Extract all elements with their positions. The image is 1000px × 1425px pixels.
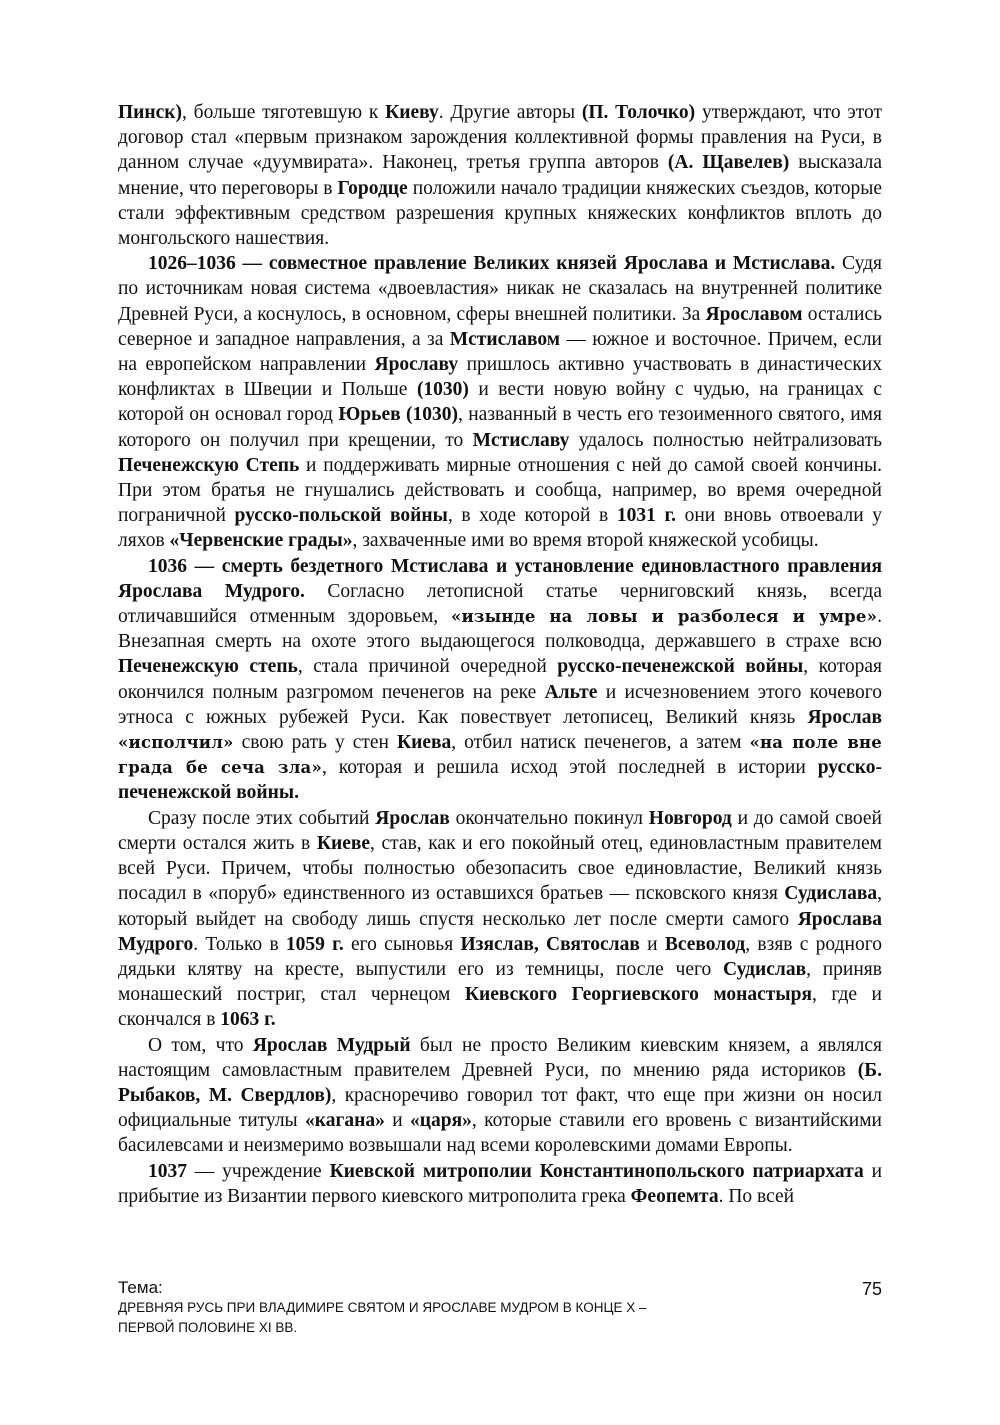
text-run: утверждают, что этот договор стал «первым признаком зарождения коллективной формы правления на Руси, в данном случае «дуумвирата». Наконец, третья группа авторов xyxy=(118,102,882,174)
text-run: и вести новую войну с чудью, на границах с которой он основал город xyxy=(118,379,882,426)
text-run: . Внезапная смерть на охоте этого выдающегося полководца, державшего в страхе всю xyxy=(118,606,882,653)
bold-text: Феопемта xyxy=(630,1185,719,1207)
text-run: , названный в честь его тезоименного святого, имя которого он получил при крещении, то xyxy=(118,404,882,451)
bold-text: Ярослава Мудрого xyxy=(118,908,882,955)
text-run: , в ходе которой в xyxy=(447,505,617,527)
bold-text: Мстиславу xyxy=(472,429,570,451)
bold-text: Ярослав xyxy=(375,807,450,829)
bold-text: Альте xyxy=(544,681,598,703)
text-run: свою рать у стен xyxy=(233,732,397,754)
text-run: окончательно покинул xyxy=(449,807,649,829)
bold-text: Киевской митрополии Константинопольского патриархата xyxy=(329,1160,864,1182)
text-run: . Другие авторы xyxy=(438,102,582,123)
page-footer xyxy=(118,1278,882,1338)
bold-text: Пинск) xyxy=(118,102,183,123)
bold-text: Киева xyxy=(396,732,452,754)
bold-text: Ярослав xyxy=(807,706,882,728)
text-run: положили начало традиции княжеских съездов, которые стали эффективным средством разрешения крупных княжеских конфликтов вплоть до монгольского нашествия. xyxy=(118,177,882,250)
paragraph xyxy=(118,1033,882,1159)
bold-text: русско-печенежской войны xyxy=(557,656,804,678)
text-run: , став, как и его покойный отец, единовластным правителем всей Руси. Причем, чтобы полностью обезопасить свое единовластие, Великий князь посадил в «поруб» единственного из оставшихся братьев — псковского князя xyxy=(118,832,882,905)
footer-topic-line-2: ПЕРВОЙ ПОЛОВИНЕ XI ВВ. xyxy=(118,1320,298,1335)
bold-text: 1059 г. xyxy=(285,933,344,955)
bold-text: Новгород xyxy=(648,807,732,829)
text-run: . Только в xyxy=(193,933,286,955)
bold-text: 1063 г. xyxy=(220,1009,276,1031)
bold-text: Ярослав Мудрый xyxy=(252,1034,411,1056)
body-text xyxy=(118,100,882,1209)
text-run: Судя по источникам новая система «двоевластия» никак не сказалась на внутренней политике Древней Руси, а коснулось, в основном, сферы внешней политики. За xyxy=(118,253,882,325)
old-slavonic-quote: «изынде на ловы и разболеся и умре» xyxy=(450,607,878,627)
bold-text: русско-печенежской войны. xyxy=(118,757,882,804)
bold-text: Всеволод xyxy=(664,933,746,955)
text-run: О том, что xyxy=(148,1034,253,1056)
text-run: — учреждение xyxy=(187,1160,330,1182)
text-run: , стала причиной очередной xyxy=(297,656,558,678)
text-run: его сыновья xyxy=(343,933,461,955)
bold-text: Ярославу xyxy=(374,354,459,376)
bold-text: Киевского Георгиевского монастыря xyxy=(464,984,813,1006)
paragraph xyxy=(118,100,882,251)
bold-text: Городце xyxy=(337,177,408,199)
bold-text: (1030) xyxy=(416,379,469,401)
old-slavonic-quote: «исполчил» xyxy=(118,733,234,753)
text-run: и до самой своей смерти остался жить в xyxy=(118,807,882,854)
text-run: удалось полностью нейтрализовать xyxy=(569,429,882,451)
text-run: . По всей xyxy=(718,1185,795,1207)
bold-text: «царя» xyxy=(410,1110,472,1132)
text-run: , отбил натиск печенегов, а затем xyxy=(451,732,750,754)
bold-text: «Червенские грады» xyxy=(169,530,353,552)
text-run: и xyxy=(384,1110,411,1132)
bold-text: «кагана» xyxy=(305,1110,385,1132)
text-run: , захваченные ими во время второй княжеской усобицы. xyxy=(352,530,819,552)
bold-text: 1026–1036 — совместное правление Великих князей Ярослава и Мстислава. xyxy=(148,253,836,275)
text-run: и прибытие из Византии первого киевского митрополита грека xyxy=(118,1160,883,1207)
bold-text: Мстиславом xyxy=(449,328,561,350)
text-run: , больше тяготевшую к xyxy=(182,102,386,123)
text-run: Сразу после этих событий xyxy=(148,807,376,829)
text-run: они вновь отвоевали у ляхов xyxy=(118,505,882,552)
bold-text: Судислава xyxy=(784,883,878,905)
text-run: , которая окончился полным разгромом печенегов на реке xyxy=(118,656,882,703)
text-run: , где и скончался в xyxy=(118,984,882,1031)
text-run: , взяв с родного дядьки клятву на кресте, выпустили его из темницы, после чего xyxy=(118,933,882,980)
bold-text: 1031 г. xyxy=(616,505,677,527)
old-slavonic-quote: «на поле вне града бе сеча зла» xyxy=(118,733,882,778)
text-run: — южное и восточное. Причем, если на европейском направлении xyxy=(118,328,882,376)
footer-topic-label: Тема: xyxy=(118,1278,163,1297)
paragraph xyxy=(118,251,882,553)
bold-text: Изяслав, Святослав xyxy=(460,933,640,955)
bold-text: Ярославом xyxy=(705,303,803,325)
bold-text: 1036 — смерть бездетного Мстислава и установление единовластного правления Ярослава Мудрого. xyxy=(118,555,882,602)
text-run: , которые ставили его вровень с византийскими басилевсами и неизмеримо возвышали над всеми королевскими домами Европы. xyxy=(118,1110,882,1157)
text-run: Согласно летописной статье черниговский князь, всегда отличавшийся отменным здоровьем, xyxy=(118,580,882,628)
bold-text: Печенежскую Степь xyxy=(118,454,300,476)
bold-text: (П. Толочко) xyxy=(581,102,696,123)
paragraph xyxy=(118,806,882,1033)
text-run: и исчезновением этого кочевого этноса с южных рубежей Руси. Как повествует летописец, Великий князь xyxy=(118,681,882,728)
footer-topic-line-1: ДРЕВНЯЯ РУСЬ ПРИ ВЛАДИМИРЕ СВЯТОМ И ЯРОСЛАВЕ МУДРОМ В КОНЦЕ X – xyxy=(118,1300,647,1315)
text-run: , который выйдет на свободу лишь спустя несколько лет после смерти самого xyxy=(118,883,882,930)
bold-text: русско-польской войны xyxy=(234,505,448,527)
bold-text: Судислав xyxy=(723,958,807,980)
text-run: был не просто Великим киевским князем, а являлся настоящим самовластным правителем Древней Руси, по мнению ряда историков xyxy=(118,1034,882,1081)
bold-text: (А. Щавелев) xyxy=(667,152,790,174)
text-run: , которая и решила исход этой последней в истории xyxy=(321,757,818,779)
bold-text: Печенежскую степь xyxy=(118,656,298,678)
paragraph xyxy=(118,554,882,806)
text-run: , красноречиво говорил тот факт, что еще при жизни он носил официальные титулы xyxy=(118,1084,882,1132)
paragraph xyxy=(118,1159,882,1209)
bold-text: Киеве xyxy=(316,832,371,854)
text-run: пришлось активно участвовать в династических конфликтах в Швеции и Польше xyxy=(118,354,882,401)
text-run: и xyxy=(639,933,665,955)
bold-text: Юрьев (1030) xyxy=(338,404,458,426)
text-run: и поддерживать мирные отношения с ней до самой своей кончины. При этом братья не гнушались действовать и сообща, например, во время очередной пограничной xyxy=(118,454,882,527)
text-run: , приняв монашеский постриг, стал чернецом xyxy=(118,958,882,1006)
page-number: 75 xyxy=(861,1279,882,1299)
bold-text: 1037 xyxy=(148,1160,187,1182)
bold-text: (Б. Рыбаков, М. Свердлов) xyxy=(118,1059,882,1106)
bold-text: Киеву xyxy=(385,102,439,123)
text-run: остались северное и западное направления, а за xyxy=(118,303,882,350)
text-run: высказала мнение, что переговоры в xyxy=(118,152,883,199)
